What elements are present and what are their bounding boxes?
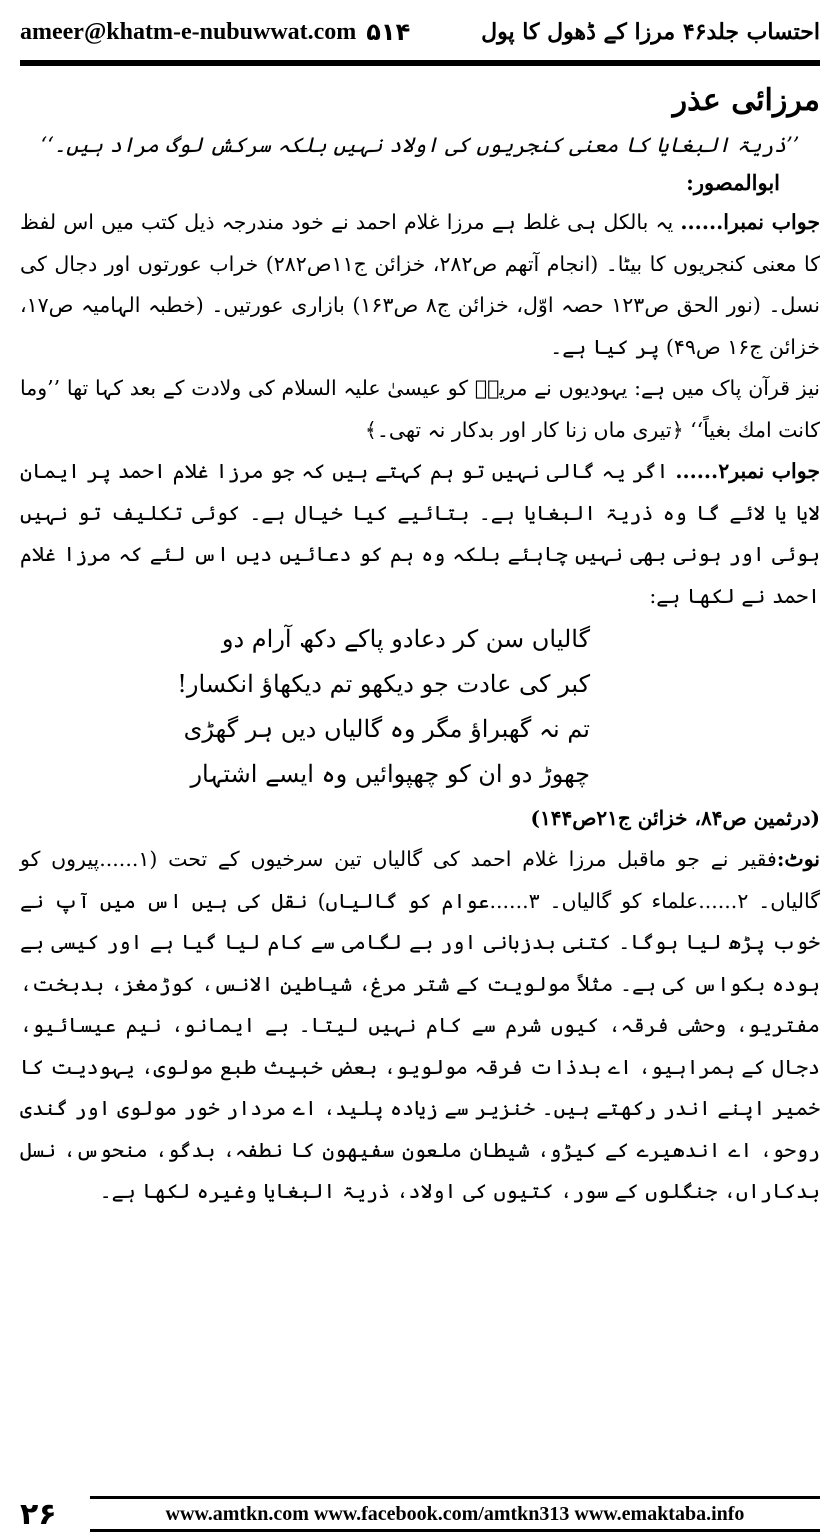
poem-line: کبر کی عادت جو دیکھو تم دیکھاؤ انکسار! [177, 670, 590, 698]
footer-links: www.amtkn.com www.facebook.com/amtkn313 www.emaktaba.info [90, 1496, 820, 1532]
quran-text: نیز قرآن پاک میں ہے: یہودیوں نے مریمؑ کو عیسیٰ علیہ السلام کی ولادت کے بعد کہا تھا ’’وما کانت امك بغیاً‘‘ ﴿تیری ماں زنا کار اور بدکار نہ تھی۔﴾ [20, 376, 820, 442]
note-label: نوٹ: [776, 847, 820, 871]
quote-author: ابوالمصور: [686, 170, 780, 195]
answer-label-1: جواب نمبرا...... [680, 210, 821, 234]
answer-label-2: جواب نمبر۲...... [675, 459, 820, 483]
page-header [20, 12, 820, 52]
page-footer [20, 1494, 820, 1534]
poem [20, 617, 820, 797]
answer-paragraph-1 [20, 202, 820, 368]
answer-paragraph-2 [20, 451, 820, 617]
poem-line: گالیاں سن کر دعادو پاکے دکھ آرام دو [221, 625, 590, 653]
answer-text-1: یہ بالکل ہی غلط ہے مرزا غلام احمد نے خود مندرجہ ذیل کتب میں اس لفظ کا معنی کنجریوں کا بیٹا۔ (انجام آتھم ص۲۸۲، خزائن ج۱۱ص۲۸۲) خراب عورتوں اور دجال کی نسل۔ (نور الحق ص۱۲۳ حصہ اوّل، خزائن ج۸ ص۱۶۳) بازاری عورتیں۔ (خطبہ الہامیہ ص۱۷، خزائن ج۱۶ ص۴۹) پر کیا ہے۔ [20, 210, 821, 359]
poem-line: تم نہ گھبراؤ مگر وہ گالیاں دیں ہر گھڑی [183, 715, 590, 743]
answer-text-2: اگر یہ گالی نہیں تو ہم کہتے ہیں کہ جو مرزا غلام احمد پر ایمان لایا یا لائے گا وہ ذریۃ البغایا ہے۔ بتائیے کیا خیال ہے۔ کوئی تکلیف تو نہیں ہوئی اور ہونی بھی نہیں چاہئے بلکہ وہ ہم کو دعائیں دیں اس لئے کہ مرزا غلام احمد نے لکھا ہے: [20, 459, 820, 608]
header-rule [20, 60, 820, 66]
poem-reference: (درثمین ص۸۴، خزائن ج۲۱ص۱۴۴) [530, 806, 820, 830]
footer-page-number: ۲۶ [20, 1496, 57, 1532]
note-paragraph [20, 839, 820, 1213]
poem-line: چھوڑ دو ان کو چھپوائیں وہ ایسے اشتہار [190, 760, 590, 788]
page-body [20, 76, 820, 1460]
objection-quote: ’’ذریۃ البغایا کا معنی کنجریوں کی اولاد نہیں بلکہ سرکش لوگ مراد ہیں۔‘‘ [40, 133, 800, 157]
header-email: ameer@khatm-e-nubuwwat.com [20, 18, 357, 45]
header-page-number: ۵۱۴ [366, 18, 411, 46]
header-title: احتساب جلد۴۶ مرزا کے ڈھول کا پول [481, 19, 820, 45]
note-text: فقیر نے جو ماقبل مرزا غلام احمد کی گالیاں تین سرخیوں کے تحت (۱......پیروں کو گالیاں۔ ۲......علماء کو گالیاں۔ ۳......عوام کو گالیاں) نقل کی ہیں اس میں آپ نے خوب پڑھ لیا ہوگا۔ کتنی بدزبانی اور بے لگامی سے کام لیا گیا ہے اور کیسی بے ہودہ بکواس کی ہے۔ مثلاً مولویت کے شتر مرغ، شیاطین الانس، کوڑمغز، بدبخت، مفتریو، وحشی فرقہ، کیوں شرم سے کام نہیں لیتا۔ بے ایمانو، نیم عیسائیو، دجال کے ہمراہیو، اے بدذات فرقہ مولویو، بعض خبیث طبع مولوی، یہودیت کا خمیر اپنے اندر رکھتے ہیں۔ خنزیر سے زیادہ پلید، اے مردار خور مولوی اور گندی روحو، اے اندھیرے کے کیڑو، شیطان ملعون سفیھون کا نطفہ، بدگو، منحوس، نسل بدکاراں، جنگلوں کے سور، کتیوں کی اولاد، ذریۃ البغایا وغیرہ لکھا ہے۔ [20, 847, 820, 1203]
section-heading: مرزائی عذر [672, 83, 820, 118]
quran-paragraph [20, 368, 820, 451]
header-left [20, 18, 410, 46]
